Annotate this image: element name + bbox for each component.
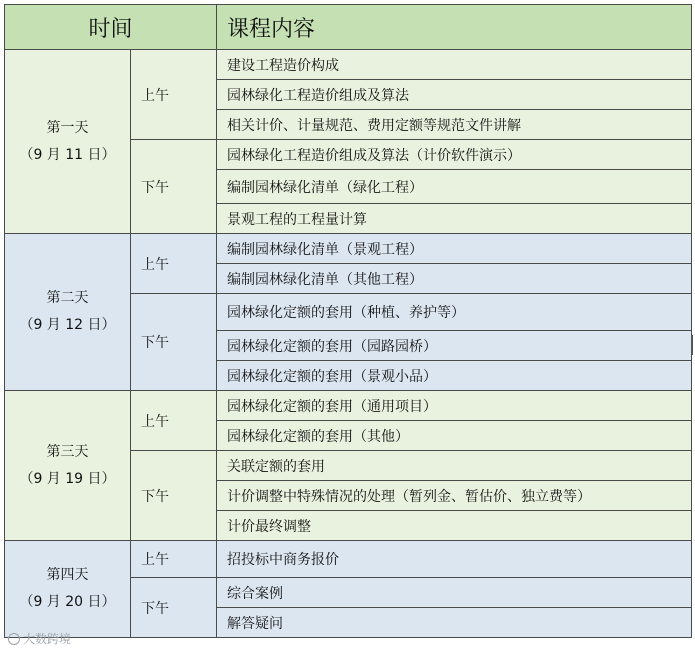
period-afternoon: 下午	[131, 140, 217, 234]
course-item: 综合案例	[217, 578, 692, 608]
table-row	[5, 391, 692, 421]
course-item: 编制园林绿化清单（其他工程）	[217, 264, 692, 294]
period-morning: 上午	[131, 391, 217, 451]
course-item: 编制园林绿化清单（景观工程）	[217, 234, 692, 264]
table-row	[5, 541, 692, 578]
day-date: （9 月 11 日）	[19, 146, 116, 163]
content-column-header: 课程内容	[217, 5, 692, 50]
period-afternoon: 下午	[131, 294, 217, 391]
course-item: 园林绿化工程造价组成及算法（计价软件演示）	[217, 140, 692, 170]
period-morning: 上午	[131, 234, 217, 294]
day-cell	[5, 391, 131, 541]
course-item: 关联定额的套用	[217, 451, 692, 481]
period-afternoon: 下午	[131, 578, 217, 638]
course-item: 园林绿化工程造价组成及算法	[217, 80, 692, 110]
period-afternoon: 下午	[131, 451, 217, 541]
watermark	[8, 630, 71, 647]
day-name: 第二天	[46, 290, 89, 306]
course-item: 计价最终调整	[217, 511, 692, 541]
course-item: 建设工程造价构成	[217, 50, 692, 80]
header-row	[5, 5, 692, 50]
course-item: 园林绿化定额的套用（园路园桥）	[217, 331, 692, 361]
day-cell	[5, 234, 131, 391]
day-name: 第四天	[46, 567, 89, 583]
course-schedule-table	[4, 4, 692, 638]
day-cell	[5, 50, 131, 234]
table-row	[5, 50, 692, 80]
watermark-logo-icon	[8, 633, 20, 645]
table-row	[5, 234, 692, 264]
side-edge-mark	[691, 335, 693, 355]
course-item: 招投标中商务报价	[217, 541, 692, 578]
course-item: 编制园林绿化清单（绿化工程）	[217, 170, 692, 204]
course-item: 景观工程的工程量计算	[217, 204, 692, 234]
course-item: 园林绿化定额的套用（通用项目）	[217, 391, 692, 421]
day-name: 第三天	[46, 443, 89, 460]
period-morning: 上午	[131, 541, 217, 578]
time-column-header: 时间	[5, 5, 217, 50]
day-cell	[5, 541, 131, 638]
course-item: 解答疑问	[217, 608, 692, 638]
course-item: 计价调整中特殊情况的处理（暂列金、暂估价、独立费等）	[217, 481, 692, 511]
course-item: 相关计价、计量规范、费用定额等规范文件讲解	[217, 110, 692, 140]
watermark-text: 大数跨境	[23, 632, 72, 646]
course-item: 园林绿化定额的套用（景观小品）	[217, 361, 692, 391]
day-date: （9 月 19 日）	[19, 470, 116, 487]
day-name: 第一天	[46, 119, 89, 136]
day-date: （9 月 12 日）	[19, 317, 116, 333]
course-item: 园林绿化定额的套用（种植、养护等）	[217, 294, 692, 331]
period-morning: 上午	[131, 50, 217, 140]
course-item: 园林绿化定额的套用（其他）	[217, 421, 692, 451]
day-date: （9 月 20 日）	[19, 594, 116, 610]
